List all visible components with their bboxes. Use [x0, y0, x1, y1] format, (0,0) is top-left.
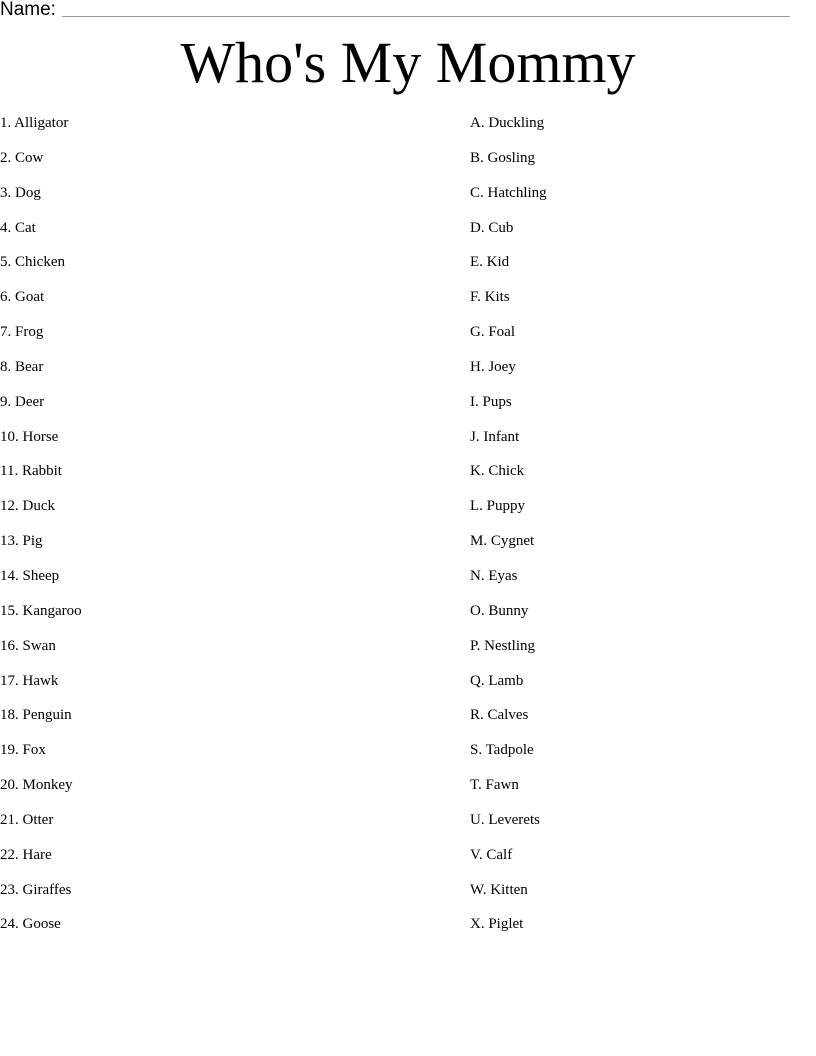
baby-name-item: D. Cub	[470, 219, 514, 236]
animal-item: 15. Kangaroo	[0, 602, 82, 619]
animal-item: 1. Alligator	[0, 115, 69, 131]
name-blank-line	[62, 16, 790, 17]
baby-name-item: J. Infant	[470, 428, 520, 445]
name-label: Name:	[0, 0, 56, 20]
baby-name-item: B. Gosling	[470, 149, 536, 166]
animal-item: 6. Goat	[0, 289, 45, 306]
baby-name-item: T. Fawn	[470, 777, 519, 794]
worksheet-title: Who's My Mommy	[180, 30, 636, 95]
baby-name-item: K. Chick	[470, 463, 525, 480]
baby-name-item: O. Bunny	[470, 602, 529, 619]
animal-item: 10. Horse	[0, 428, 59, 445]
baby-name-item: N. Eyas	[470, 567, 518, 584]
baby-name-item: Q. Lamb	[470, 672, 524, 689]
baby-name-item: G. Foal	[470, 324, 515, 341]
animal-item: 7. Frog	[0, 324, 44, 341]
baby-name-item: S. Tadpole	[470, 742, 534, 759]
baby-name-item: L. Puppy	[470, 498, 526, 515]
animal-item: 13. Pig	[0, 533, 43, 550]
animal-item: 16. Swan	[0, 637, 56, 654]
animal-item: 11. Rabbit	[0, 463, 62, 480]
baby-name-item: M. Cygnet	[470, 533, 535, 550]
animal-item: 18. Penguin	[0, 707, 72, 724]
baby-name-item: H. Joey	[470, 358, 516, 375]
animal-item: 24. Goose	[0, 916, 61, 933]
animal-item: 3. Dog	[0, 184, 41, 201]
baby-name-item: E. Kid	[470, 254, 510, 271]
animal-item: 23. Giraffes	[0, 881, 72, 898]
baby-name-item: P. Nestling	[470, 637, 536, 654]
baby-name-item: F. Kits	[470, 289, 510, 306]
baby-name-item: I. Pups	[470, 393, 512, 410]
animal-item: 8. Bear	[0, 358, 44, 375]
baby-name-item: U. Leverets	[470, 811, 540, 828]
baby-name-item: V. Calf	[470, 846, 513, 863]
animal-item: 4. Cat	[0, 219, 36, 236]
baby-name-item: C. Hatchling	[470, 184, 547, 201]
name-row	[0, 0, 790, 22]
baby-name-list	[470, 113, 800, 949]
animal-item: 17. Hawk	[0, 672, 59, 689]
animal-item: 12. Duck	[0, 498, 55, 515]
animal-item: 9. Deer	[0, 393, 45, 410]
animal-list	[0, 113, 440, 949]
animal-item: 5. Chicken	[0, 254, 65, 271]
baby-name-item: W. Kitten	[470, 881, 528, 898]
baby-name-item: R. Calves	[470, 707, 529, 724]
baby-name-item: X. Piglet	[470, 916, 524, 933]
animal-item: 2. Cow	[0, 149, 44, 166]
animal-item: 14. Sheep	[0, 567, 60, 584]
baby-name-item: A. Duckling	[470, 115, 545, 131]
animal-item: 22. Hare	[0, 846, 52, 863]
animal-item: 19. Fox	[0, 742, 46, 759]
animal-item: 21. Otter	[0, 811, 54, 828]
animal-item: 20. Monkey	[0, 777, 73, 794]
